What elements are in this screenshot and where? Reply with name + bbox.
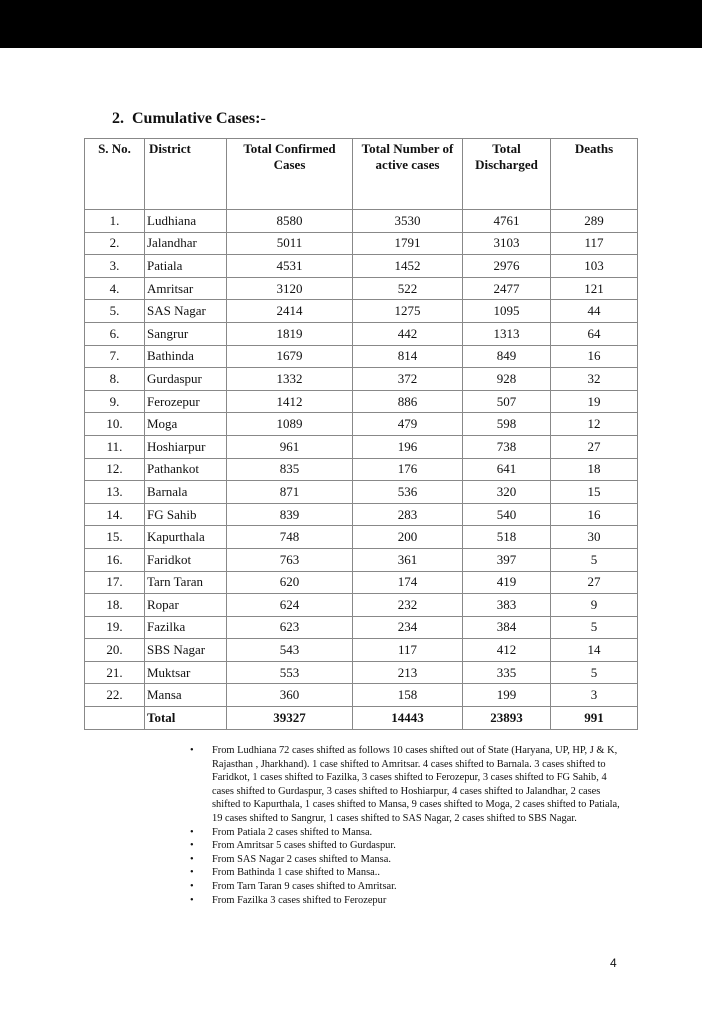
cell-deaths: 16 [551, 503, 638, 526]
cell-discharged: 4761 [463, 210, 551, 233]
cell-discharged: 2477 [463, 277, 551, 300]
cell-deaths: 5 [551, 661, 638, 684]
cell-sno: 10. [85, 413, 145, 436]
page-number: 4 [610, 956, 617, 970]
table-row [85, 661, 638, 684]
cell-confirmed: 3120 [227, 277, 353, 300]
table-row [85, 277, 638, 300]
bullet-icon: • [190, 880, 194, 892]
cell-deaths: 16 [551, 345, 638, 368]
cell-discharged: 540 [463, 503, 551, 526]
cell-active: 361 [353, 548, 463, 571]
cell-active: 234 [353, 616, 463, 639]
cell-discharged: 1095 [463, 300, 551, 323]
header-active: Total Number of active cases [353, 139, 463, 210]
cell-deaths: 19 [551, 390, 638, 413]
cell-active: 1791 [353, 232, 463, 255]
section-title: Cumulative Cases: [132, 110, 261, 127]
cell-discharged: 598 [463, 413, 551, 436]
cell-deaths: 5 [551, 548, 638, 571]
header-discharged: Total Discharged [463, 139, 551, 210]
cell-confirmed: 553 [227, 661, 353, 684]
note-text: From Amritsar 5 cases shifted to Gurdaspur. [212, 840, 396, 852]
note-item [190, 866, 630, 880]
total-discharged: 23893 [463, 707, 551, 730]
bullet-icon: • [190, 853, 194, 865]
table-row [85, 232, 638, 255]
bullet-icon: • [190, 745, 194, 756]
cell-district: Ludhiana [145, 210, 227, 233]
cell-sno: 8. [85, 368, 145, 391]
cell-district: Gurdaspur [145, 368, 227, 391]
table-row [85, 458, 638, 481]
cell-active: 886 [353, 390, 463, 413]
cell-discharged: 335 [463, 661, 551, 684]
cell-deaths: 5 [551, 616, 638, 639]
cell-district: Pathankot [145, 458, 227, 481]
cell-active: 117 [353, 639, 463, 662]
table-row [85, 594, 638, 617]
cell-deaths: 117 [551, 232, 638, 255]
note-item [190, 853, 630, 867]
cell-district: SBS Nagar [145, 639, 227, 662]
shifted-cases-notes [190, 744, 630, 907]
cell-sno: 18. [85, 594, 145, 617]
bullet-icon: • [190, 840, 194, 852]
cell-discharged: 928 [463, 368, 551, 391]
cell-district: Muktsar [145, 661, 227, 684]
cell-active: 372 [353, 368, 463, 391]
cell-sno: 4. [85, 277, 145, 300]
cell-district: Ropar [145, 594, 227, 617]
table-row [85, 616, 638, 639]
total-active: 14443 [353, 707, 463, 730]
cell-sno: 1. [85, 210, 145, 233]
table-row [85, 503, 638, 526]
cell-deaths: 3 [551, 684, 638, 707]
cell-confirmed: 8580 [227, 210, 353, 233]
cell-active: 158 [353, 684, 463, 707]
cell-discharged: 1313 [463, 322, 551, 345]
cell-discharged: 383 [463, 594, 551, 617]
cell-active: 283 [353, 503, 463, 526]
cell-confirmed: 871 [227, 481, 353, 504]
bullet-icon: • [190, 894, 194, 906]
cell-sno: 3. [85, 255, 145, 278]
cell-discharged: 397 [463, 548, 551, 571]
table-row [85, 390, 638, 413]
cell-sno: 13. [85, 481, 145, 504]
note-item [190, 744, 630, 826]
cell-confirmed: 839 [227, 503, 353, 526]
table-row [85, 255, 638, 278]
cell-district: Kapurthala [145, 526, 227, 549]
cell-sno: 5. [85, 300, 145, 323]
table-row [85, 435, 638, 458]
cell-active: 176 [353, 458, 463, 481]
cell-deaths: 121 [551, 277, 638, 300]
cell-sno: 7. [85, 345, 145, 368]
cell-confirmed: 1412 [227, 390, 353, 413]
cell-district: Bathinda [145, 345, 227, 368]
cell-confirmed: 763 [227, 548, 353, 571]
cell-active: 3530 [353, 210, 463, 233]
note-item [190, 826, 630, 840]
cell-deaths: 15 [551, 481, 638, 504]
top-black-bar [0, 0, 702, 48]
cell-sno: 12. [85, 458, 145, 481]
table-row [85, 300, 638, 323]
cell-district: Barnala [145, 481, 227, 504]
table-header-row [85, 139, 638, 210]
cell-district: FG Sahib [145, 503, 227, 526]
cell-active: 522 [353, 277, 463, 300]
cell-active: 536 [353, 481, 463, 504]
cell-active: 1275 [353, 300, 463, 323]
note-text: From Tarn Taran 9 cases shifted to Amritsar. [212, 880, 397, 892]
note-text: From Fazilka 3 cases shifted to Ferozepur [212, 894, 387, 906]
table-body [85, 210, 638, 707]
cell-district: Moga [145, 413, 227, 436]
cell-discharged: 507 [463, 390, 551, 413]
cell-deaths: 32 [551, 368, 638, 391]
header-sno: S. No. [85, 139, 145, 210]
section-heading [112, 110, 266, 128]
table-row [85, 639, 638, 662]
cell-active: 174 [353, 571, 463, 594]
table-row [85, 481, 638, 504]
cell-district: Tarn Taran [145, 571, 227, 594]
cell-sno: 22. [85, 684, 145, 707]
header-confirmed: Total Confirmed Cases [227, 139, 353, 210]
cell-district: Ferozepur [145, 390, 227, 413]
cell-confirmed: 360 [227, 684, 353, 707]
cell-confirmed: 624 [227, 594, 353, 617]
note-text: From Ludhiana 72 cases shifted as follows 10 cases shifted out of State (Haryana, UP, HP, J & K, Rajasthan , Jharkhand). 1 case shifted to Amritsar. 4 cases shifted to Barnala. 3 cases shifted to Faridkot, 1 cases shifted to Fazilka, 3 cases shifted to Ferozepur, 3 cases shifted to FG Sahib, 4 cases shifted to Gurdaspur, 3 cases shifted to Hoshiarpur, 4 cases shifted to Jalandhar, 2 cases shifted to Kapurthala, 1 cases shifted to Mansa, 9 cases shifted to Moga, 2 cases shifted to Patiala, 19 cases shifted to Sangrur, 1 cases shifted to SAS Nagar, 2 cases shifted to SBS Nagar. [212, 745, 620, 824]
cell-sno: 17. [85, 571, 145, 594]
total-deaths: 991 [551, 707, 638, 730]
cell-district: Mansa [145, 684, 227, 707]
cell-active: 442 [353, 322, 463, 345]
table-row [85, 526, 638, 549]
cell-discharged: 738 [463, 435, 551, 458]
cell-active: 232 [353, 594, 463, 617]
cell-sno: 15. [85, 526, 145, 549]
cell-sno: 20. [85, 639, 145, 662]
table-row [85, 210, 638, 233]
cell-deaths: 64 [551, 322, 638, 345]
cell-deaths: 27 [551, 435, 638, 458]
cell-confirmed: 835 [227, 458, 353, 481]
table-row [85, 368, 638, 391]
cell-sno: 6. [85, 322, 145, 345]
cell-sno: 9. [85, 390, 145, 413]
cell-deaths: 44 [551, 300, 638, 323]
header-district: District [145, 139, 227, 210]
cell-active: 213 [353, 661, 463, 684]
table-row [85, 548, 638, 571]
cell-confirmed: 1089 [227, 413, 353, 436]
cumulative-cases-table [84, 138, 638, 730]
section-number: 2. [112, 110, 124, 127]
cell-district: Sangrur [145, 322, 227, 345]
cell-active: 479 [353, 413, 463, 436]
cell-discharged: 412 [463, 639, 551, 662]
cell-discharged: 419 [463, 571, 551, 594]
cell-active: 814 [353, 345, 463, 368]
cell-district: SAS Nagar [145, 300, 227, 323]
cell-deaths: 30 [551, 526, 638, 549]
cell-active: 196 [353, 435, 463, 458]
cell-district: Hoshiarpur [145, 435, 227, 458]
cell-discharged: 849 [463, 345, 551, 368]
cell-district: Amritsar [145, 277, 227, 300]
cell-confirmed: 961 [227, 435, 353, 458]
total-label: Total [145, 707, 227, 730]
cell-deaths: 9 [551, 594, 638, 617]
note-text: From Patiala 2 cases shifted to Mansa. [212, 826, 373, 838]
table-row [85, 413, 638, 436]
cell-discharged: 641 [463, 458, 551, 481]
cell-discharged: 384 [463, 616, 551, 639]
cell-confirmed: 4531 [227, 255, 353, 278]
cell-deaths: 289 [551, 210, 638, 233]
cell-discharged: 518 [463, 526, 551, 549]
cell-confirmed: 1332 [227, 368, 353, 391]
cell-active: 1452 [353, 255, 463, 278]
cell-sno: 21. [85, 661, 145, 684]
section-title-tail: - [260, 110, 266, 127]
header-deaths: Deaths [551, 139, 638, 210]
cell-confirmed: 623 [227, 616, 353, 639]
cell-sno: 19. [85, 616, 145, 639]
note-text: From Bathinda 1 case shifted to Mansa.. [212, 867, 380, 879]
cell-deaths: 12 [551, 413, 638, 436]
table-row [85, 684, 638, 707]
cell-sno: 2. [85, 232, 145, 255]
cell-discharged: 3103 [463, 232, 551, 255]
cell-confirmed: 620 [227, 571, 353, 594]
cell-confirmed: 543 [227, 639, 353, 662]
cell-confirmed: 1819 [227, 322, 353, 345]
total-row [85, 707, 638, 730]
cell-district: Patiala [145, 255, 227, 278]
cell-active: 200 [353, 526, 463, 549]
bullet-icon: • [190, 826, 194, 838]
cell-sno: 14. [85, 503, 145, 526]
cell-confirmed: 2414 [227, 300, 353, 323]
bullet-icon: • [190, 867, 194, 879]
table-row [85, 322, 638, 345]
total-confirmed: 39327 [227, 707, 353, 730]
table-row [85, 571, 638, 594]
cell-confirmed: 748 [227, 526, 353, 549]
note-item [190, 894, 630, 908]
total-sno-cell [85, 707, 145, 730]
cell-deaths: 18 [551, 458, 638, 481]
cell-confirmed: 1679 [227, 345, 353, 368]
note-item [190, 839, 630, 853]
cell-sno: 16. [85, 548, 145, 571]
note-text: From SAS Nagar 2 cases shifted to Mansa. [212, 853, 391, 865]
cell-discharged: 2976 [463, 255, 551, 278]
table-row [85, 345, 638, 368]
cell-district: Faridkot [145, 548, 227, 571]
cell-district: Fazilka [145, 616, 227, 639]
cell-discharged: 320 [463, 481, 551, 504]
cell-deaths: 103 [551, 255, 638, 278]
note-item [190, 880, 630, 894]
cell-sno: 11. [85, 435, 145, 458]
cell-deaths: 14 [551, 639, 638, 662]
cell-deaths: 27 [551, 571, 638, 594]
cell-district: Jalandhar [145, 232, 227, 255]
cell-discharged: 199 [463, 684, 551, 707]
cell-confirmed: 5011 [227, 232, 353, 255]
